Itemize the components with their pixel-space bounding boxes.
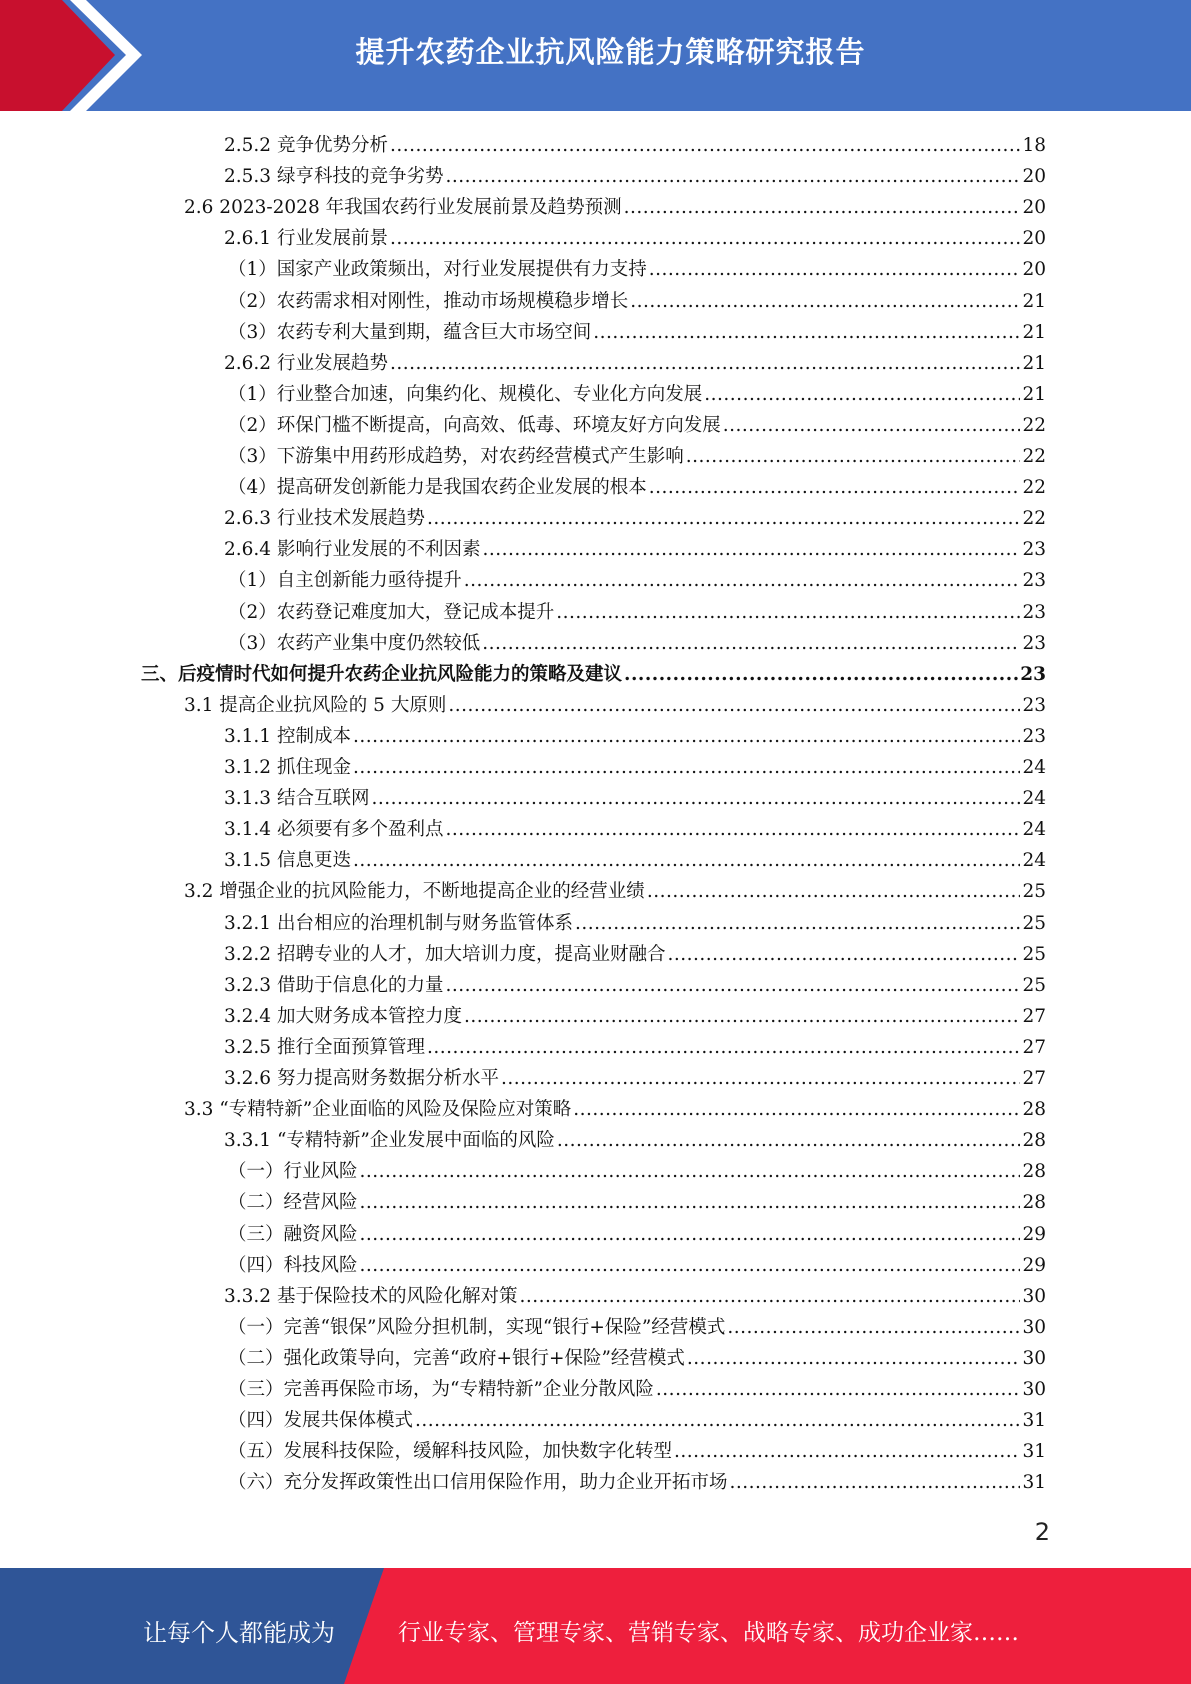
toc-leader-dots [415, 1409, 1020, 1433]
toc-entry-label: （五）发展科技保险，缓解科技风险，加快数字化转型 [228, 1441, 673, 1463]
toc-entry-label: 3.1.5 信息更迭 [224, 850, 351, 872]
toc-entry-label: （一）完善“银保”风险分担机制，实现“银行+保险”经营模式 [228, 1316, 726, 1338]
toc-entry-label: （三）融资风险 [228, 1223, 358, 1245]
toc-entry[interactable] [228, 251, 1046, 282]
toc-entry-label: 3.2.6 努力提高财务数据分析水平 [224, 1068, 499, 1089]
toc-leader-dots [390, 352, 1020, 376]
toc-entry[interactable] [184, 1091, 1046, 1122]
toc-entry-page: 30 [1022, 1347, 1046, 1369]
toc-entry-label: （3）农药产业集中度仍然较低 [228, 632, 481, 654]
toc-entry-page: 28 [1022, 1130, 1046, 1152]
toc-entry[interactable] [228, 1464, 1046, 1495]
toc-leader-dots [482, 538, 1020, 562]
toc-entry[interactable] [224, 811, 1046, 842]
toc-entry-page: 25 [1022, 974, 1046, 996]
toc-entry-label: 三、后疫情时代如何提升农药企业抗风险能力的策略及建议 [141, 663, 623, 685]
toc-leader-dots [360, 1254, 1021, 1278]
toc-leader-dots [390, 227, 1020, 251]
toc-entry-label: （1）自主创新能力亟待提升 [228, 570, 462, 592]
toc-entry-page: 21 [1022, 290, 1046, 312]
toc-entry[interactable] [224, 1122, 1046, 1153]
toc-entry-label: 3.3 “专精特新”企业面临的风险及保险应对策略 [184, 1099, 572, 1121]
toc-leader-dots [687, 1347, 1021, 1371]
toc-leader-dots [667, 943, 1020, 967]
footer-slogan-right: 行业专家、管理专家、营销专家、战略专家、成功企业家…… [398, 1620, 1019, 1646]
toc-entry-page: 22 [1022, 446, 1046, 467]
toc-leader-dots [575, 912, 1020, 936]
toc-leader-dots [647, 880, 1021, 904]
toc-entry[interactable] [228, 562, 1046, 593]
toc-entry[interactable] [228, 1153, 1046, 1184]
toc-entry-page: 23 [1022, 601, 1046, 623]
toc-entry-label: 3.1.2 抓住现金 [224, 757, 351, 778]
toc-entry-label: （3）农药专利大量到期，蕴含巨大市场空间 [228, 321, 592, 343]
toc-leader-dots [353, 756, 1021, 780]
toc-entry-page: 23 [1022, 725, 1046, 747]
toc-entry-page: 23 [1022, 539, 1046, 561]
toc-entry[interactable] [224, 220, 1046, 251]
toc-entry[interactable] [228, 438, 1046, 469]
toc-leader-dots [573, 1098, 1020, 1122]
page-footer [0, 1568, 1191, 1684]
toc-entry-page: 27 [1022, 1036, 1046, 1058]
toc-entry-page: 27 [1022, 1068, 1046, 1089]
toc-entry[interactable] [228, 1247, 1046, 1278]
toc-entry-page: 31 [1022, 1472, 1046, 1494]
report-title: 提升农药企业抗风险能力策略研究报告 [355, 34, 866, 69]
toc-entry-label: 3.2.1 出台相应的治理机制与财务监管体系 [224, 912, 573, 934]
toc-entry-page: 22 [1022, 414, 1046, 436]
toc-entry[interactable] [228, 469, 1046, 500]
toc-entry[interactable] [184, 189, 1046, 220]
toc-entry[interactable] [224, 127, 1046, 158]
page-number: 2 [1034, 1518, 1050, 1546]
toc-entry[interactable] [228, 283, 1046, 314]
toc-entry-label: 3.2.3 借助于信息化的力量 [224, 974, 444, 996]
toc-entry-page: 28 [1022, 1099, 1046, 1121]
toc-leader-dots [630, 290, 1020, 314]
toc-entry[interactable] [224, 905, 1046, 936]
toc-entry-label: （二）经营风险 [228, 1192, 358, 1214]
toc-entry[interactable] [228, 1402, 1046, 1433]
toc-entry-label: 2.6.1 行业发展前景 [224, 228, 388, 250]
toc-entry-page: 30 [1022, 1316, 1046, 1338]
toc-entry-label: （2）环保门槛不断提高，向高效、低毒、环境友好方向发展 [228, 414, 721, 436]
toc-entry-page: 23 [1022, 570, 1046, 592]
toc-leader-dots [353, 725, 1021, 749]
toc-leader-dots [501, 1067, 1020, 1091]
toc-leader-dots [445, 165, 1020, 189]
toc-entry-label: 2.5.2 竞争优势分析 [224, 135, 388, 156]
toc-entry-page: 18 [1022, 135, 1046, 156]
toc-entry[interactable] [224, 345, 1046, 376]
toc-leader-dots [427, 1036, 1020, 1060]
toc-entry-label: 3.2.4 加大财务成本管控力度 [224, 1005, 462, 1027]
toc-entry[interactable] [228, 1184, 1046, 1215]
toc-leader-dots [482, 632, 1020, 656]
toc-entry[interactable] [224, 998, 1046, 1029]
toc-leader-dots [686, 445, 1021, 469]
toc-entry[interactable] [224, 967, 1046, 998]
toc-entry-page: 24 [1022, 788, 1046, 810]
toc-entry[interactable] [228, 1309, 1046, 1340]
toc-leader-dots [390, 134, 1020, 158]
toc-leader-dots [556, 601, 1020, 625]
toc-entry-page: 24 [1022, 819, 1046, 841]
toc-leader-dots [427, 507, 1020, 531]
toc-entry[interactable] [224, 1278, 1046, 1309]
toc-leader-dots [649, 476, 1021, 500]
toc-leader-dots [360, 1191, 1021, 1215]
toc-entry-page: 22 [1022, 477, 1046, 499]
toc-entry-label: （3）下游集中用药形成趋势，对农药经营模式产生影响 [228, 446, 684, 467]
toc-leader-dots [649, 258, 1021, 282]
toc-leader-dots [723, 414, 1021, 438]
toc-entry-page: 22 [1022, 508, 1046, 530]
toc-entry[interactable] [228, 1371, 1046, 1402]
toc-entry[interactable] [224, 749, 1046, 780]
toc-entry-page: 20 [1022, 197, 1046, 219]
toc-leader-dots [445, 974, 1020, 998]
toc-entry-label: （4）提高研发创新能力是我国农药企业发展的根本 [228, 477, 647, 499]
toc-entry[interactable] [228, 407, 1046, 438]
toc-entry-label: 3.1.1 控制成本 [224, 725, 351, 747]
toc-entry-label: （1）国家产业政策频出，对行业发展提供有力支持 [228, 259, 647, 281]
toc-entry-page: 30 [1022, 1285, 1046, 1307]
toc-entry[interactable] [228, 1340, 1046, 1371]
page-header [0, 0, 1191, 111]
toc-entry-label: 3.2.2 招聘专业的人才，加大培训力度，提高业财融合 [224, 943, 666, 965]
toc-leader-dots [593, 321, 1020, 345]
toc-leader-dots [371, 787, 1020, 811]
toc-leader-dots [624, 663, 1018, 687]
toc-entry-page: 28 [1022, 1161, 1046, 1183]
toc-entry-page: 23 [1022, 632, 1046, 654]
toc-entry-page: 27 [1022, 1005, 1046, 1027]
toc-entry-label: （1）行业整合加速，向集约化、规模化、专业化方向发展 [228, 383, 703, 405]
toc-entry[interactable] [228, 1216, 1046, 1247]
toc-entry-page: 23 [1022, 694, 1046, 716]
toc-entry-page: 25 [1022, 912, 1046, 934]
toc-leader-dots [464, 1005, 1020, 1029]
toc-entry-label: （三）完善再保险市场，为“专精特新”企业分散风险 [228, 1379, 654, 1400]
toc-entry-label: （2）农药需求相对刚性，推动市场规模稳步增长 [228, 290, 629, 312]
toc-entry-page: 24 [1022, 757, 1046, 778]
toc-entry-page: 25 [1022, 881, 1046, 903]
toc-leader-dots [448, 694, 1020, 718]
toc-entry-label: 3.1.4 必须要有多个盈利点 [224, 819, 444, 841]
toc-entry-page: 20 [1022, 259, 1046, 281]
toc-entry-page: 29 [1022, 1254, 1046, 1276]
footer-slogan-left: 让每个人都能成为 [143, 1619, 335, 1647]
toc-entry-label: 3.2.5 推行全面预算管理 [224, 1036, 425, 1058]
toc-leader-dots [704, 383, 1020, 407]
toc-leader-dots [674, 1440, 1020, 1464]
toc-entry[interactable] [224, 531, 1046, 562]
toc-entry-label: 2.6.3 行业技术发展趋势 [224, 508, 425, 530]
toc-entry[interactable] [224, 842, 1046, 873]
toc-leader-dots [464, 569, 1021, 593]
toc-entry-page: 28 [1022, 1192, 1046, 1214]
toc-entry-label: 2.6.2 行业发展趋势 [224, 352, 388, 374]
toc-entry-page: 31 [1022, 1410, 1046, 1432]
toc-entry-page: 20 [1022, 166, 1046, 188]
toc-entry-page: 29 [1022, 1223, 1046, 1245]
toc-entry-label: 3.1 提高企业抗风险的 5 大原则 [184, 694, 447, 716]
toc-leader-dots [353, 849, 1021, 873]
toc-leader-dots [624, 196, 1021, 220]
toc-entry-page: 30 [1022, 1379, 1046, 1400]
toc-entry-page: 23 [1020, 663, 1046, 685]
toc-entry-label: （一）行业风险 [228, 1161, 358, 1183]
toc-entry[interactable] [224, 158, 1046, 189]
toc-entry-label: 3.2 增强企业的抗风险能力，不断地提高企业的经营业绩 [184, 881, 645, 903]
toc-entry-label: 2.6 2023-2028 年我国农药行业发展前景及趋势预测 [184, 197, 622, 219]
toc-entry[interactable] [228, 594, 1046, 625]
toc-entry[interactable] [224, 718, 1046, 749]
toc-entry-label: 3.1.3 结合互联网 [224, 788, 370, 810]
toc-leader-dots [656, 1378, 1021, 1402]
toc-entry[interactable] [184, 687, 1046, 718]
toc-entry-page: 21 [1022, 383, 1046, 405]
toc-entry-label: （二）强化政策导向，完善“政府+银行+保险”经营模式 [228, 1347, 685, 1369]
toc-leader-dots [360, 1160, 1021, 1184]
toc-entry-page: 21 [1022, 352, 1046, 374]
toc-entry-label: （四）发展共保体模式 [228, 1410, 414, 1432]
toc-entry-label: （四）科技风险 [228, 1254, 358, 1276]
toc-entry[interactable] [141, 656, 1046, 687]
toc-leader-dots [727, 1316, 1020, 1340]
toc-leader-dots [360, 1223, 1021, 1247]
toc-entry-page: 31 [1022, 1441, 1046, 1463]
toc-entry[interactable] [184, 873, 1046, 904]
toc-entry-label: 3.3.1 “专精特新”企业发展中面临的风险 [224, 1130, 555, 1152]
toc-entry-label: 3.3.2 基于保险技术的风险化解对策 [224, 1285, 518, 1307]
toc-entry-page: 21 [1022, 321, 1046, 343]
toc-leader-dots [557, 1129, 1021, 1153]
toc-entry[interactable] [228, 1433, 1046, 1464]
toc-entry-page: 25 [1022, 943, 1046, 965]
toc-entry-label: 2.5.3 绿亨科技的竞争劣势 [224, 166, 444, 188]
toc-entry[interactable] [228, 625, 1046, 656]
toc-entry-label: （六）充分发挥政策性出口信用保险作用，助力企业开拓市场 [228, 1472, 728, 1494]
toc-entry-page: 20 [1022, 228, 1046, 250]
toc-entry-page: 24 [1022, 850, 1046, 872]
toc-entry[interactable] [224, 936, 1046, 967]
toc-leader-dots [519, 1285, 1020, 1309]
toc-entry[interactable] [228, 376, 1046, 407]
toc-entry[interactable] [228, 314, 1046, 345]
toc-leader-dots [445, 818, 1020, 842]
toc-entry-label: （2）农药登记难度加大，登记成本提升 [228, 601, 555, 623]
toc-entry[interactable] [224, 1060, 1046, 1091]
toc-entry[interactable] [224, 1029, 1046, 1060]
toc-entry-label: 2.6.4 影响行业发展的不利因素 [224, 539, 481, 561]
toc-leader-dots [730, 1471, 1021, 1495]
toc-entry[interactable] [224, 780, 1046, 811]
toc-entry[interactable] [224, 500, 1046, 531]
